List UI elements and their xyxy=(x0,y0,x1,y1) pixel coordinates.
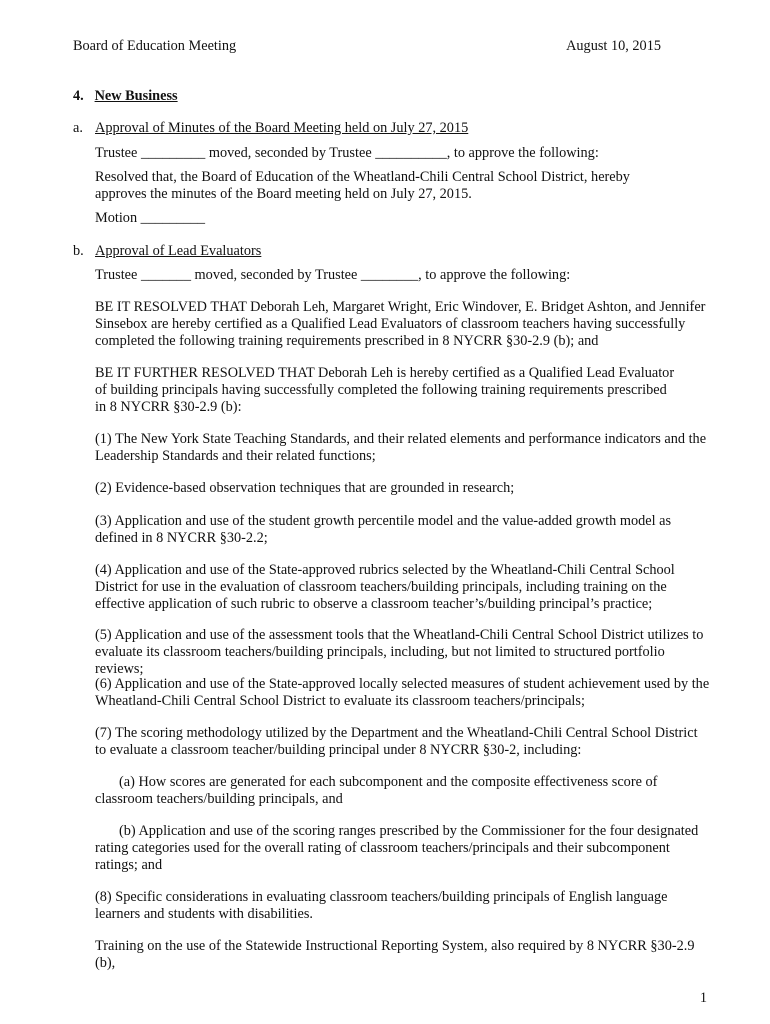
requirement-7-text: (7) The scoring methodology utilized by the Department and the Wheatland-Chili Central School District to evaluate a classroom teacher/building principal under 8 NYCRR §30-2, including: xyxy=(95,725,698,758)
resolved-text: Resolved that, the Board of Education of the Wheatland-Chili Central School District, hereby approves the minutes of the Board meeting held on July 27, 2015. xyxy=(95,169,630,202)
resolution-text: BE IT RESOLVED THAT Deborah Leh, Margaret Wright, Eric Windover, E. Bridget Ashton, and Jennifer Sinsebox are hereby certified as a Qualified Lead Evaluators of classroom teachers having successfully completed the following training requirements prescribed in 8 NYCRR §30-2.9 (b); and xyxy=(95,299,706,349)
item-b-trustee-line: Trustee _______ moved, seconded by Trustee ________, to approve the following: xyxy=(95,267,571,283)
section-heading xyxy=(73,88,178,105)
header-date: August 10, 2015 xyxy=(566,38,661,54)
requirement-1 xyxy=(95,431,710,465)
section-number: 4. xyxy=(73,88,84,104)
header-title: Board of Education Meeting xyxy=(73,38,237,54)
requirement-8-text: (8) Specific considerations in evaluating classroom teachers/building principals of English language learners and students with disabilities. xyxy=(95,889,668,922)
requirement-5 xyxy=(95,627,710,678)
requirement-5-text: (5) Application and use of the assessment tools that the Wheatland-Chili Central School District utilizes to evaluate its classroom teachers/building principals, including, but not limited to structured portfolio reviews; xyxy=(95,627,704,677)
item-a-trustee-line: Trustee _________ moved, seconded by Trustee __________, to approve the following: xyxy=(95,145,599,161)
requirement-7a xyxy=(95,774,710,808)
training-text: Training on the use of the Statewide Instructional Reporting System, also required by 8 NYCRR §30-2.9 (b), xyxy=(95,938,695,971)
item-b-title: Approval of Lead Evaluators xyxy=(95,243,262,259)
requirement-2-text: (2) Evidence-based observation techniques that are grounded in research; xyxy=(95,480,515,496)
item-b-letter: b. xyxy=(73,243,84,259)
training-paragraph xyxy=(95,938,710,972)
requirement-4 xyxy=(95,562,710,613)
item-a-resolved xyxy=(95,169,685,203)
requirement-2 xyxy=(95,480,710,497)
section-title: New Business xyxy=(94,88,178,104)
item-a-title: Approval of Minutes of the Board Meeting held on July 27, 2015 xyxy=(95,120,469,136)
requirement-8 xyxy=(95,889,710,923)
page-number: 1 xyxy=(699,990,707,1006)
requirement-6 xyxy=(95,676,710,710)
requirement-7b xyxy=(95,823,710,874)
requirement-3 xyxy=(95,513,710,547)
further-resolution-text: BE IT FURTHER RESOLVED THAT Deborah Leh is hereby certified as a Qualified Lead Evaluator of building principals having successfully completed the following training requirements prescribed in 8 NYCRR §30-2.9 (b): xyxy=(95,365,675,415)
requirement-7b-text: (b) Application and use of the scoring ranges prescribed by the Commissioner for the four designated rating categories used for the overall rating of classroom teachers/principals and their subcomponent ratings; and xyxy=(95,823,699,873)
requirement-1-text: (1) The New York State Teaching Standards, and their related elements and performance indicators and the Leadership Standards and their related functions; xyxy=(95,431,707,464)
requirement-7a-text: (a) How scores are generated for each subcomponent and the composite effectiveness score of classroom teachers/building principals, and xyxy=(95,774,658,807)
item-a-motion: Motion _________ xyxy=(95,210,206,226)
requirement-3-text: (3) Application and use of the student growth percentile model and the value-added growth model as defined in 8 NYCRR §30-2.2; xyxy=(95,513,672,546)
requirement-7 xyxy=(95,725,710,759)
requirement-6-text: (6) Application and use of the State-approved locally selected measures of student achievement used by the Wheatland-Chili Central School District to evaluate its classroom teachers/principals; xyxy=(95,676,710,709)
resolution-paragraph xyxy=(95,299,710,350)
requirement-4-text: (4) Application and use of the State-approved rubrics selected by the Wheatland-Chili Central School District for use in the evaluation of classroom teachers/building principals, including training on the effective application of such rubric to observe a classroom teacher’s/building principal’s practice; xyxy=(95,562,675,612)
further-resolution-paragraph xyxy=(95,365,680,416)
item-a-letter: a. xyxy=(73,120,83,136)
